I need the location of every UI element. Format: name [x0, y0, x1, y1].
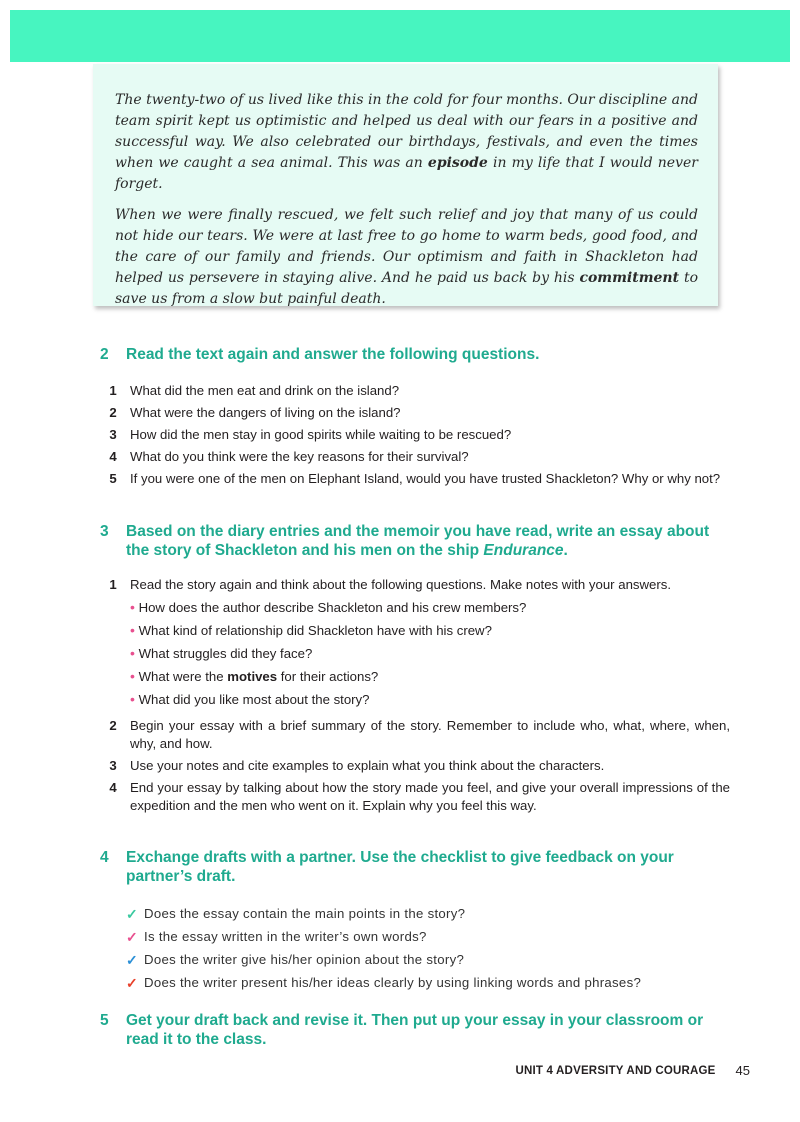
checklist-item: ✓ Is the essay written in the writer’s own words?: [126, 929, 427, 945]
checklist: [126, 905, 730, 992]
task-title: Read the text again and answer the following questions.: [126, 346, 540, 363]
task-5: [100, 1011, 730, 1049]
bullet-icon: •: [130, 645, 135, 661]
bullet-item: • What were the motives for their actions?: [130, 668, 379, 684]
task-title: Based on the diary entries and the memoir you have read, write an essay about the story of Shackleton and his men on the ship Endurance.: [126, 523, 710, 559]
unit-title: UNIT 4 ADVERSITY AND COURAGE: [515, 1064, 716, 1077]
question-list: [100, 382, 730, 488]
checklist-item: ✓ Does the essay contain the main points in the story?: [126, 906, 466, 922]
task-number: 2: [100, 346, 109, 363]
page-number: 45: [735, 1063, 750, 1078]
task-2-heading: [100, 345, 730, 364]
bullet-icon: •: [130, 599, 135, 615]
task-4-heading: [100, 848, 730, 886]
checkmark-icon: ✓: [126, 975, 139, 991]
task-title: Get your draft back and revise it. Then put up your essay in your classroom or read it to the class.: [126, 1012, 704, 1048]
task-number: 3: [100, 523, 109, 540]
bullet-item: • What did you like most about the story?: [130, 691, 370, 707]
ship-name: Endurance: [483, 542, 564, 559]
step-list: [100, 576, 730, 815]
reading-paragraph-1: The twenty-two of us lived like this in the cold for four months. Our discipline and team spirit kept us optimistic and helped us deal with our fears in a positive and successful way. We also celebrated our birthdays, festivals, and even the times when we caught a sea animal. This was an episode in my life that I would never forget.: [115, 92, 698, 192]
list-item: 3 How did the men stay in good spirits while waiting to be rescued?: [109, 427, 512, 442]
task-number: 5: [100, 1012, 109, 1029]
task-5-heading: [100, 1011, 730, 1049]
list-item: 2 Begin your essay with a brief summary of the story. Remember to include who, what, where, when, why, and how.: [109, 718, 730, 751]
bullet-item: • What struggles did they face?: [130, 645, 313, 661]
task-number: 4: [100, 849, 109, 866]
reading-passage: [93, 64, 718, 306]
bullet-icon: •: [130, 622, 135, 638]
task-4: [100, 848, 730, 997]
list-item: 4 End your essay by talking about how the story made you feel, and give your overall impressions of the expedition and the men who went on it. Explain why you feel this way.: [109, 780, 730, 813]
task-3: [100, 522, 730, 819]
task-3-heading: [100, 522, 730, 560]
checkmark-icon: ✓: [126, 906, 139, 922]
checklist-item: ✓ Does the writer give his/her opinion about the story?: [126, 952, 465, 968]
list-item: 1 Read the story again and think about the following questions. Make notes with your answers. • How does the author describe Shackleton and his crew members? • What kind of relationship did Shackleton have with his crew? • What struggles did they face? • What were the motives for their actions? • What did you like most about the story?: [100, 576, 730, 713]
list-item: 2 What were the dangers of living on the island?: [109, 405, 401, 420]
vocab-episode: episode: [427, 155, 488, 171]
list-item: 1 What did the men eat and drink on the island?: [109, 383, 400, 398]
bullet-item: • What kind of relationship did Shackleton have with his crew?: [130, 622, 492, 638]
header-color-bar: [10, 10, 790, 62]
bullet-icon: •: [130, 668, 135, 684]
checkmark-icon: ✓: [126, 952, 139, 968]
bullet-list: [130, 598, 730, 709]
task-2: [100, 345, 730, 492]
bullet-item: • How does the author describe Shackleton and his crew members?: [130, 599, 527, 615]
reading-paragraph-2: When we were finally rescued, we felt such relief and joy that many of us could not hide our tears. We were at last free to go home to warm beds, good food, and the care of our family and friends. Our optimism and faith in Shackleton had helped us persevere in staying alive. And he paid us back by his commitment to save us from a slow but painful death.: [115, 207, 698, 307]
task-title: Exchange drafts with a partner. Use the checklist to give feedback on your partner’s draft.: [126, 849, 674, 885]
list-item: 3 Use your notes and cite examples to explain what you think about the characters.: [109, 758, 605, 773]
page-footer: [515, 1063, 750, 1078]
vocab-motives: motives: [227, 669, 278, 684]
list-item: 5 If you were one of the men on Elephant Island, would you have trusted Shackleton? Why or why not?: [109, 471, 721, 486]
checklist-item: ✓ Does the writer present his/her ideas clearly by using linking words and phrases?: [126, 975, 642, 991]
bullet-icon: •: [130, 691, 135, 707]
list-item: 4 What do you think were the key reasons for their survival?: [109, 449, 469, 464]
checkmark-icon: ✓: [126, 929, 139, 945]
vocab-commitment: commitment: [579, 270, 680, 286]
